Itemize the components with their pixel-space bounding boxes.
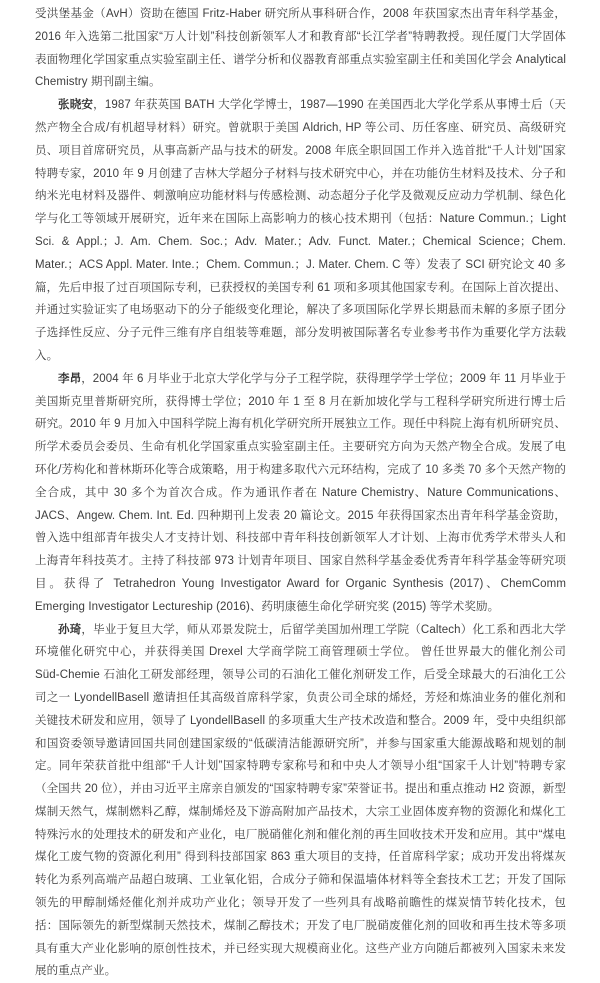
paragraph-text: 受洪堡基金（AvH）资助在德国 Fritz-Haber 研究所从事科研合作，2008 年获国家杰出青年科学基金，2016 年入选第二批国家“万人计划”科技创新领军人才和教育部“长江学者”特聘教授。现任厦门大学固体表面物理化学国家重点实验室副主任、谱学分析和仪器教育部重点实验室副主任和美国化学会 Analytical Chemistry 期刊副主编。 [35,8,566,89]
paragraph-text: ，2004 年 6 月毕业于北京大学化学与分子工程学院，获得理学学士学位；2009 年 11 月毕业于美国斯克里普斯研究所，获得博士学位；2010 年 1 至 8 月在新加坡化学与工程科学研究所进行博士后研究。2010 年 9 月加入中国科学院上海有机化学研究所开展独立工作。现任中科院上海有机所研究员、所学术委员会委员、生命有机化学国家重点实验室副主任。主要研究方向为天然产物全合成。发展了电环化/芳构化和普林斯环化等合成策略，用于构建多取代六元环结构，完成了 10 多类 70 多个天然产物的全合成，其中 30 多个为首次合成。作为通讯作者在 Nature Chemistry、Nature Communications、JACS、Angew. Chem. Int. Ed. 四种期刊上发表 20 篇论文。2015 年获得国家杰出青年科学基金资助，曾入选中组部青年拔尖人才支持计划、科技部中青年科技创新领军人才计划、上海市优秀学术带头人和上海青年科技英才。主持了科技部 973 计划青年项目、国家自然科学基金委优秀青年科学基金等研究项目。获得了 Tetrahedron Young Investigator Award for Organic Synthesis (2017)、ChemComm Emerging Investigator Lectureship (2016)、药明康德生命化学研究奖 (2015) 等学术奖励。 [35,372,566,613]
person-name: 张晓安 [58,99,94,112]
paragraph-zhang-xiaoan [35,94,566,368]
person-name: 孙琦 [58,623,82,636]
paragraph-text: ，1987 年获英国 BATH 大学化学博士，1987—1990 在美国西北大学化学系从事博士后（天然产物全合成/有机超导材料）研究。曾就职于美国 Aldrich, HP 等公司、历任客座、研究员、高级研究员、项目首席研究员，从事高新产品与技术的研发。2008 年底全职回国工作并入选首批“千人计划”国家特聘专家，2010 年 9 月创建了吉林大学超分子材料与技术研究中心，并在功能仿生材料及技术、分子和纳米光电材料及器件、刺激响应功能材料与传感检测、动态超分子化学及微观反应动力学机制、绿色化学与化工等领域开展研究，近年来在国际上高影响力的核心技术期刊（包括：Nature Commun.；Light Sci. & Appl.；J. Am. Chem. Soc.；Adv. Mater.；Adv. Funct. Mater.；Chemical Science；Chem. Mater.；ACS Appl. Mater. Inte.；Chem. Commun.；J. Mater. Chem. C 等）发表了 SCI 研究论文 40 多篇，先后申报了过百项国际专利，已获授权的美国专利 61 项和多项其他国家专利。在国际上首次提出、并通过实验证实了电场驱动下的分子能级变化理论，解决了多项国际化学界长期悬而未解的多原子团分子选择性反应、分子元件三维有序自组装等难题，部分发明被国际著名专业参考书作为重要化学方法载入。 [35,99,566,362]
paragraph-text: ，毕业于复旦大学，师从邓景发院士，后留学美国加州理工学院（Caltech）化工系和西北大学环境催化研究中心，并获得美国 Drexel 大学商学院工商管理硕士学位。 曾任世界最大的催化剂公司 Süd-Chemie 石油化工研发部经理，领导公司的石油化工催化剂研发工作，后受全球最大的石油化工公司之一 LyondellBasell 邀请担任其高级首席科学家，负责公司全球的烯烃，芳烃和炼油业务的催化剂和关键技术研发和应用，领导了 LyondellBasell 的多项重大生产技术改造和整合。2009 年，受中央组织部和国资委领导邀请回国共同创建国家级的“低碳清洁能源研究所”，并参与国家重大能源战略和规划的制定。同年荣获首批中组部“千人计划”国家特聘专家称号和和中央人才领导小组“国家千人计划”特聘专家（全国共 20 位），并由习近平主席亲自颁发的“国家特聘专家”荣誉证书。提出和重点推动 H2 资源，新型煤制天然气，煤制燃料乙醇，煤制烯烃及下游高附加产品技术，大宗工业固体废弃物的资源化和煤化工特殊污水的处理技术的研发和产业化，电厂脱硝催化剂和催化剂的再生回收技术开发和应用。其中“煤电煤化工废气物的资源化利用” 得到科技部国家 863 重大项目的支持，任首席科学家；成功开发出将煤灰转化为系列高端产品超白玻璃、工业氧化铝，合成分子筛和保温墙体材料等全套技术工艺；开发了国际领先的甲醇制烯烃催化剂并成功产业化；领导开发了一些列具有战略前瞻性的煤炭情节转化技术，包括：国际领先的新型煤制天然技术，煤制乙醇技术；开发了电厂脱硝废催化剂的回收和再生技术等多项具有重大产业化影响的原创性技术，并已经实现大规模商业化。这些产业方向随后都被列入国家未来发展的重点产业。 [35,623,566,978]
person-name: 李昂 [58,372,82,385]
paragraph-sun-qi [35,619,566,983]
paragraph-continuation [35,3,566,94]
paragraph-li-ang [35,368,566,619]
